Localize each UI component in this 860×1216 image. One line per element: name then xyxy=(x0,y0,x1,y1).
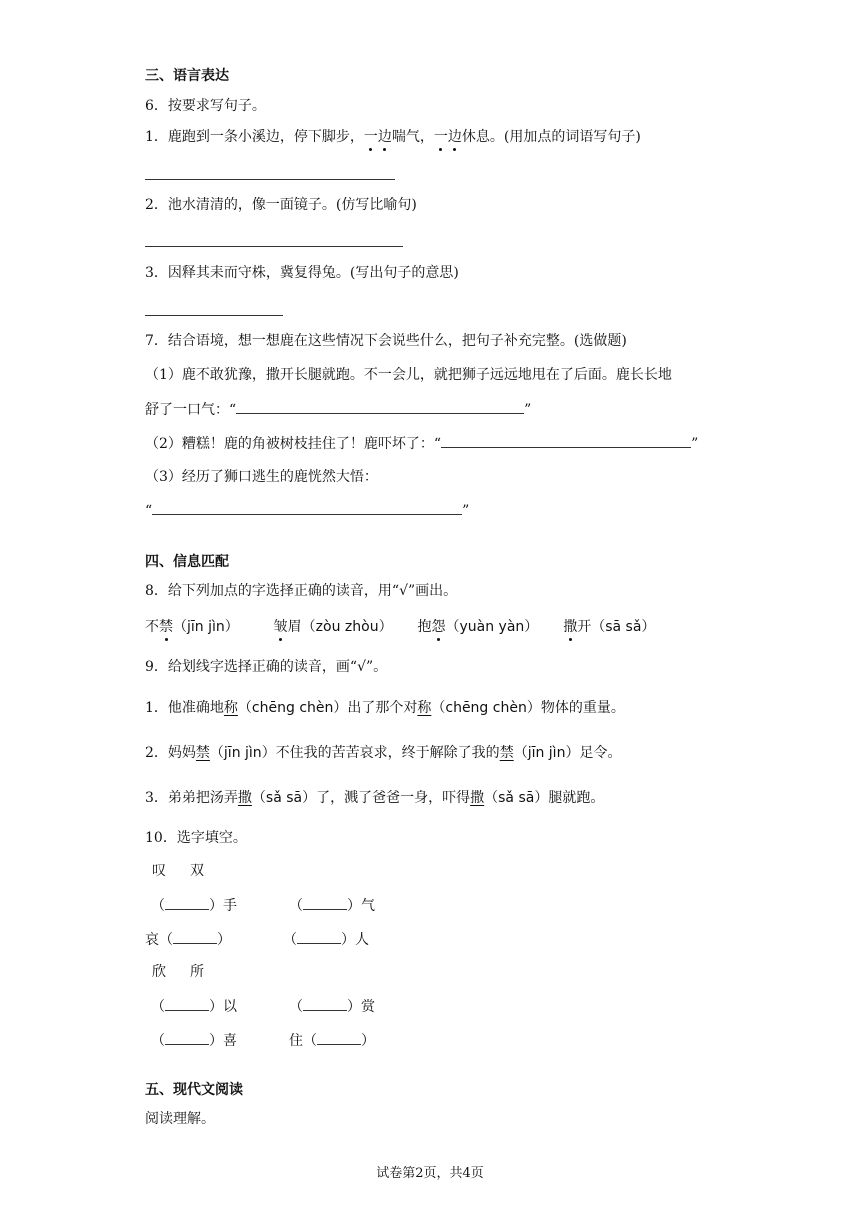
q7-2-prefix: （2）糟糕！鹿的角被树枝挂住了！鹿吓坏了：“ xyxy=(145,436,442,452)
underlined-char: 撒 xyxy=(237,790,252,806)
blank-field[interactable] xyxy=(165,1030,209,1045)
paren: （ xyxy=(431,700,446,716)
fill-item xyxy=(289,895,375,916)
paren-text: ）手 xyxy=(209,898,237,914)
paren: ） xyxy=(524,619,539,635)
fill-item xyxy=(151,996,237,1017)
choice-char: 欣 xyxy=(152,964,166,980)
answer-line[interactable] xyxy=(152,500,462,515)
text: ）出了那个对 xyxy=(333,700,418,716)
choice-chars-1 xyxy=(152,861,204,881)
paren-text: ）赏 xyxy=(347,999,375,1015)
paren: （ xyxy=(237,700,252,716)
pinyin-options[interactable]: chēng chèn xyxy=(445,700,527,716)
pinyin-options[interactable]: sā sǎ xyxy=(605,619,642,635)
paren-text: ）气 xyxy=(347,898,375,914)
section-heading-5: 五、现代文阅读 xyxy=(145,1082,243,1098)
fill-item xyxy=(151,895,237,916)
paren-text: ）人 xyxy=(341,932,369,948)
question-7-2 xyxy=(145,433,698,454)
paren: （ xyxy=(283,932,297,948)
underlined-char: 称 xyxy=(223,700,238,716)
paren: （ xyxy=(513,745,528,761)
q6-1-text-c: 休息。(用加点的词语写句子) xyxy=(461,129,641,145)
paren: （ xyxy=(251,790,266,806)
paren: （ xyxy=(484,790,499,806)
paren: （ xyxy=(445,619,460,635)
pinyin-options[interactable]: sǎ sā xyxy=(265,790,303,806)
answer-line[interactable] xyxy=(145,179,395,180)
fill-item xyxy=(283,929,369,950)
fill-item xyxy=(289,1030,375,1051)
paren: ） xyxy=(217,932,231,948)
answer-line[interactable] xyxy=(145,315,283,316)
paren: （ xyxy=(289,898,303,914)
blank-field[interactable] xyxy=(173,929,217,944)
question-9-1 xyxy=(145,698,625,718)
paren: （ xyxy=(591,619,606,635)
q8-item-2 xyxy=(274,619,393,635)
choice-char: 所 xyxy=(190,964,204,980)
blank-field[interactable] xyxy=(303,996,347,1011)
char: 不 xyxy=(145,619,159,635)
question-6-2: 2．池水清清的，像一面镜子。(仿写比喻句) xyxy=(145,197,417,213)
pinyin-options[interactable]: jīn jìn xyxy=(223,745,262,761)
close-quote: ” xyxy=(691,436,699,452)
pinyin-options[interactable]: zòu zhòu xyxy=(315,619,379,635)
blank-field[interactable] xyxy=(165,895,209,910)
text: ）了，溅了爸爸一身，吓得 xyxy=(302,790,471,806)
paren: ） xyxy=(641,619,656,635)
paren-text: ）喜 xyxy=(209,1033,237,1049)
paren: （ xyxy=(151,1033,165,1049)
question-9: 9．给划线字选择正确的读音，画“√”。 xyxy=(145,659,388,675)
fill-item xyxy=(289,996,375,1017)
paren: （ xyxy=(151,898,165,914)
text: 2．妈妈 xyxy=(145,745,196,761)
choice-chars-2 xyxy=(152,962,204,982)
text: 1．他准确地 xyxy=(145,700,224,716)
pinyin-options[interactable]: yuàn yàn xyxy=(459,619,525,635)
question-6: 6．按要求写句子。 xyxy=(145,98,266,114)
dotted-char: 怨 xyxy=(431,619,446,635)
pinyin-options[interactable]: sǎ sā xyxy=(498,790,535,806)
q6-1-text-a: 1．鹿跑到一条小溪边，停下脚步， xyxy=(145,129,364,145)
reading-intro: 阅读理解。 xyxy=(145,1111,215,1127)
section-heading-3: 三、语言表达 xyxy=(145,68,229,84)
char: 抱 xyxy=(417,619,432,635)
dotted-char: 撒 xyxy=(563,619,578,635)
close-quote: ” xyxy=(462,503,470,519)
paren: （ xyxy=(151,999,165,1015)
paren-text: 住（ xyxy=(289,1033,317,1049)
question-8-items xyxy=(145,617,655,637)
text: ）不住我的苦苦哀求，终于解除了我的 xyxy=(261,745,500,761)
question-7-1: （1）鹿不敢犹豫，撒开长腿就跑。不一会儿，就把狮子远远地甩在了后面。鹿长长地 xyxy=(145,367,672,383)
page-footer: 试卷第2页，共4页 xyxy=(376,1166,484,1181)
blank-field[interactable] xyxy=(165,996,209,1011)
question-7: 7．结合语境，想一想鹿在这些情况下会说些什么，把句子补充完整。(选做题) xyxy=(145,333,627,349)
question-7-1-answer xyxy=(145,399,531,420)
question-7-3-answer xyxy=(145,500,469,521)
fill-item xyxy=(151,1030,237,1051)
q7-1-prefix: 舒了一口气：“ xyxy=(145,402,237,418)
pinyin-options[interactable]: jīn jìn xyxy=(527,745,566,761)
question-8: 8．给下列加点的字选择正确的读音，用“√”画出。 xyxy=(145,583,458,599)
question-9-3 xyxy=(145,788,604,808)
question-6-3: 3．因释其耒而守株，冀复得兔。(写出句子的意思) xyxy=(145,265,459,281)
blank-field[interactable] xyxy=(317,1030,361,1045)
dotted-char: 边 xyxy=(377,129,392,145)
close-quote: ” xyxy=(524,402,532,418)
underlined-char: 撒 xyxy=(470,790,485,806)
choice-char: 双 xyxy=(190,863,204,879)
text: 3．弟弟把汤弄 xyxy=(145,790,238,806)
q8-item-1 xyxy=(145,619,239,635)
paren: （ xyxy=(289,999,303,1015)
paren: （ xyxy=(301,619,316,635)
dotted-char: 一 xyxy=(433,129,448,145)
dotted-char: 一 xyxy=(363,129,378,145)
underlined-char: 称 xyxy=(417,700,432,716)
char: 眉 xyxy=(287,619,302,635)
paren-text: 哀（ xyxy=(145,932,173,948)
paren-text: ）以 xyxy=(209,999,237,1015)
blank-field[interactable] xyxy=(297,929,341,944)
pinyin-options[interactable]: chēng chèn xyxy=(251,700,334,716)
q8-item-3 xyxy=(417,619,538,635)
answer-line[interactable] xyxy=(441,433,691,448)
paren: （ xyxy=(173,619,187,635)
char: 开 xyxy=(577,619,592,635)
question-7-3: （3）经历了狮口逃生的鹿恍然大悟： xyxy=(145,469,378,485)
blank-field[interactable] xyxy=(303,895,347,910)
question-10: 10．选字填空。 xyxy=(145,830,247,846)
answer-line[interactable] xyxy=(145,246,403,247)
paren: ） xyxy=(361,1033,375,1049)
dotted-char: 禁 xyxy=(159,619,173,635)
question-6-1 xyxy=(145,127,641,147)
q6-1-text-b: 喘气， xyxy=(391,129,434,145)
answer-line[interactable] xyxy=(236,399,524,414)
open-quote: “ xyxy=(145,503,153,519)
fill-item xyxy=(145,929,231,950)
pinyin-options[interactable]: jīn jìn xyxy=(187,619,225,635)
text: ）足令。 xyxy=(565,745,622,761)
paren: ） xyxy=(378,619,393,635)
q8-item-4 xyxy=(563,619,655,635)
text: ）腿就跑。 xyxy=(534,790,605,806)
underlined-char: 禁 xyxy=(499,745,514,761)
section-heading-4: 四、信息匹配 xyxy=(145,554,229,570)
underlined-char: 禁 xyxy=(195,745,210,761)
dotted-char: 边 xyxy=(447,129,462,145)
paren: ） xyxy=(224,619,239,635)
choice-char: 叹 xyxy=(152,863,166,879)
text: ）物体的重量。 xyxy=(526,700,625,716)
question-9-2 xyxy=(145,743,621,763)
paren: （ xyxy=(209,745,224,761)
dotted-char: 皱 xyxy=(273,619,288,635)
